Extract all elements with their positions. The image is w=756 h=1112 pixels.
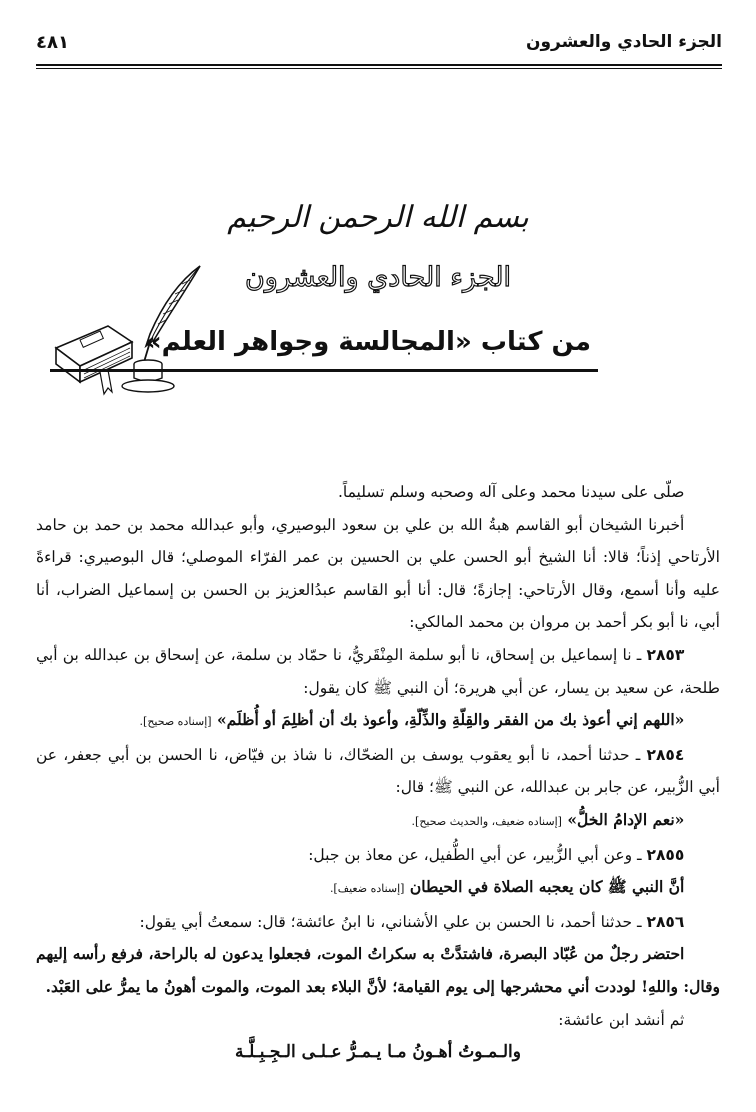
entry-2854 [36,739,720,804]
entry-text: ـ حدثنا أحمد، نا أبو يعقوب يوسف بن الضحّاك، نا شاذ بن فيّاض، نا الحسن بن أبي جعفر، عن أبي الزُّبير، عن جابر بن عبدالله، عن النبي ﷺ؛ قال: [36,745,720,797]
verse-intro: ثم أنشد ابن عائشة: [558,1010,685,1029]
hadith-grade: [إسناده صحيح]. [139,715,212,729]
header-rule-thin [36,68,722,69]
running-title: الجزء الحادي والعشرون [525,32,722,52]
hadith-matn: أنَّ النبي ﷺ كان يعجبه الصلاة في الحيطان [409,877,685,897]
entry-number: ٢٨٥٣ [646,645,685,664]
narrative-text: احتضر رجلٌ من عُبّاد البصرة، فاشتدَّتْ به سكراتُ الموت، فجعلوا يدعون له بالراحة، فرفع رأسه إليهم وقال: واللهِ! لوددت أني محشرجها إلى يوم القيامة؛ لأنَّ البلاء بعد الموت، والموت أهونُ ما يمرُّ على العَبْد. [36,944,720,996]
hadith-text [36,704,720,739]
book-title: من كتاب «المجالسة وجواهر العلم» [144,327,591,357]
page-header [36,26,722,64]
hadith-text [36,804,720,839]
entry-2855 [36,839,720,872]
entry-text: ـ نا إسماعيل بن إسحاق، نا أبو سلمة المِنْقَريُّ، نا حمّاد بن سلمة، عن إسحاق بن عبدالله بن أبي طلحة، عن سعيد بن يسار، عن أبي هريرة؛ أن النبي ﷺ كان يقول: [36,645,720,697]
isnad-paragraph: أخبرنا الشيخان أبو القاسم هبةُ الله بن علي بن سعود البوصيري، وأبو عبدالله محمد بن حمد بن حامد الأرتاحي إذناً؛ قالا: أنا الشيخ أبو الحسن علي بن الحسين بن عمر الفرّاء الموصلي؛ قال البوصيري: قراءةً عليه وأنا أسمع، وقال الأرتاحي: إجازةً؛ قال: أنا أبو القاسم عبدُالعزيز بن الحسن بن إسماعيل الضراب، أنا أبي، نا أبو بكر أحمد بن مروان بن محمد المالكي: [36,515,720,632]
opening-line: صلّى على سيدنا محمد وعلى آله وصحبه وسلم تسليماً. [337,483,685,501]
part-title: الجزء الحادي والعشرون [244,262,512,293]
book-title-rule [50,369,598,372]
entry-number: ٢٨٥٥ [646,845,685,864]
entry-text: ـ حدثنا أحمد، نا الحسن بن علي الأشناني، نا ابنُ عائشة؛ قال: سمعتُ أبي يقول: [139,912,642,931]
entry-2856 [36,906,720,939]
entry-2853 [36,639,720,704]
hadith-grade: [إسناده ضعيف، والحديث صحيح]. [411,814,562,828]
entry-text: ـ وعن أبي الزُّبير، عن أبي الطُّفيل، عن معاذ بن جبل: [308,845,642,864]
basmala: بسم الله الرحمن الرحيم [227,200,529,235]
poetry-verse: والـمـوتُ أهـونُ مـا يـمـرُّ عـلـى الـجِـبِـلَّـة [235,1042,521,1063]
hadith-matn: «نعم الإدامُ الخلُّ» [567,809,685,829]
entry-number: ٢٨٥٤ [646,745,685,764]
header-rule [36,64,722,66]
hadith-grade: [إسناده ضعيف]. [329,882,405,896]
page-number: ٤٨١ [36,32,69,53]
hadith-text [36,871,720,906]
entry-number: ٢٨٥٦ [646,912,685,931]
body-text [36,476,720,1069]
hadith-matn: «اللهم إني أعوذ بك من الفقر والقِلّةِ والذِّلّةِ، وأعوذ بك أن أظلِمَ أو أُظلَم» [216,710,685,730]
